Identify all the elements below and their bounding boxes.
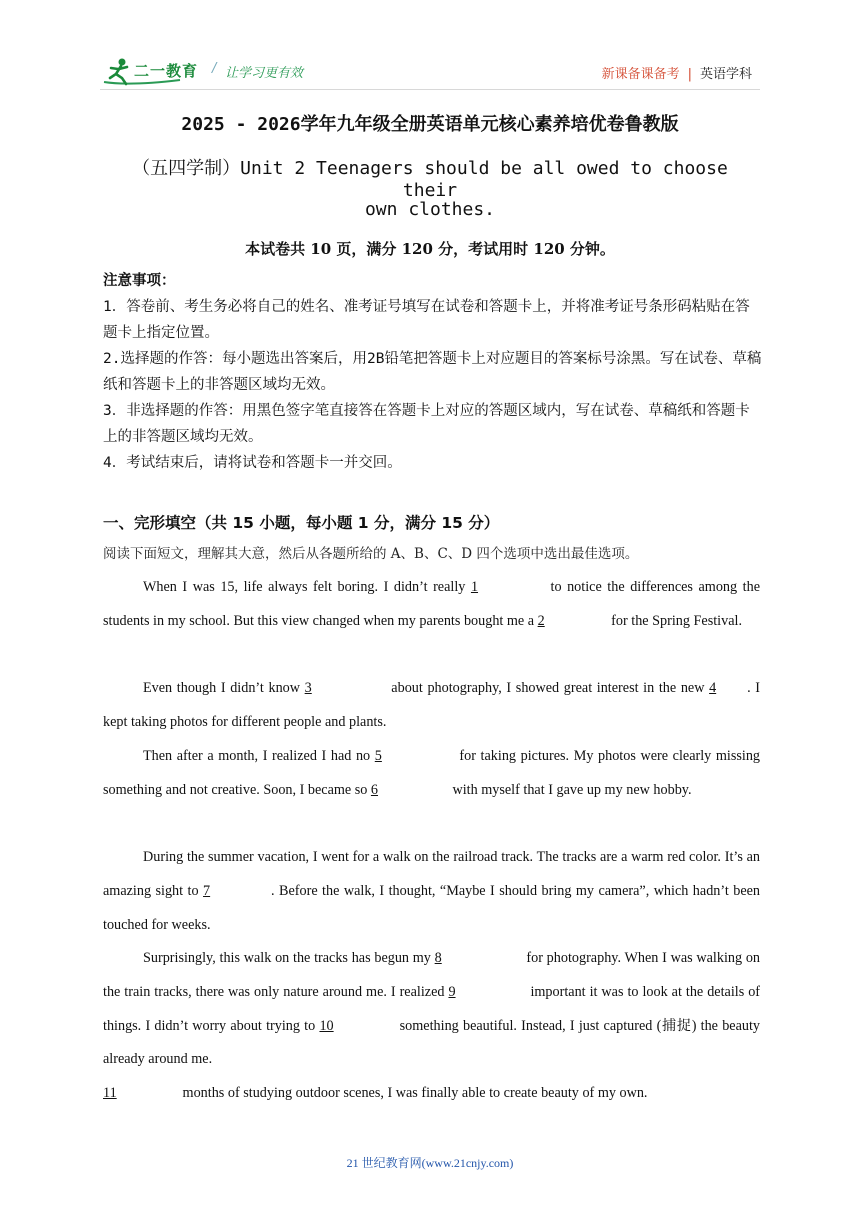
- notice-item: 1．答卷前、考生务必将自己的姓名、准考证号填写在试卷和答题卡上，并将准考证号条形码粘贴在答题卡上指定位置。: [103, 299, 750, 341]
- exam-info: 本试卷共 10 页，满分 120 分，考试用时 120 分钟。: [245, 240, 615, 258]
- section-title: 一、完形填空（共 15 小题，每小题 1 分，满分 15 分）: [103, 514, 500, 532]
- blank-4: 4: [709, 680, 717, 696]
- notice-list: [103, 294, 763, 476]
- logo-text: 二一教育: [134, 62, 199, 80]
- blank-11: 11: [103, 1085, 117, 1101]
- header-subject-name: 英语学科: [699, 67, 752, 82]
- blank-6: 6: [370, 781, 379, 798]
- header-category: 新课备课备考: [601, 67, 680, 82]
- exam-title-line-1: 2025 - 2026学年九年级全册英语单元核心素养培优卷鲁教版: [181, 114, 679, 135]
- notice-title: 注意事项：: [103, 273, 176, 289]
- passage-paragraph: Then after a month, I realized I had no 5 for taking pictures. My photos were clearly missing something and not creative. Soon, I became so 6 with myself that I gave up my new hobby.: [103, 740, 760, 808]
- header-separator: |: [687, 67, 692, 82]
- notice-item: 4．考试结束后，请将试卷和答题卡一并交回。: [103, 455, 402, 471]
- blank-8: 8: [434, 950, 442, 966]
- page-footer: 21 世纪教育网(www.21cnjy.com): [346, 1156, 514, 1170]
- passage-paragraph: During the summer vacation, I went for a walk on the railroad track. The tracks are a warm red color. It’s an amazing sight to 7 . Before the walk, I thought, “Maybe I should bring my camera”, which hadn’t been touched for weeks.: [103, 849, 761, 933]
- passage-paragraph: Surprisingly, this walk on the tracks has begun my 8 for photography. When I was walking on the train tracks, there was only nature around me. I realized 9 important it was to look at the details of things. I didn’t worry about trying to 10 something beautiful. Instead, I just captured (捕捉) the beauty already around me.: [103, 942, 760, 1077]
- blank-10: 10: [319, 1017, 334, 1034]
- passage-paragraph: When I was 15, life always felt boring. I didn’t really 1 to notice the differences among the students in my school. But this view changed when my parents bought me a 2 for the Spring Festival.: [103, 571, 760, 639]
- notice-item: 3．非选择题的作答：用黑色签字笔直接答在答题卡上对应的答题区域内，写在试卷、草稿纸和答题卡上的非答题区域均无效。: [103, 403, 750, 445]
- blank-7: 7: [203, 882, 211, 899]
- section-instruction: 阅读下面短文，理解其大意，然后从各题所给的 A、B、C、D 四个选项中选出最佳选项。: [103, 546, 639, 562]
- page-header: [100, 54, 760, 88]
- exam-title-line-3: own clothes.: [364, 199, 496, 220]
- blank-9: 9: [448, 983, 456, 1000]
- blank-2: 2: [537, 612, 545, 629]
- blank-3: 3: [304, 680, 312, 696]
- notice-item: 2.选择题的作答：每小题选出答案后，用2B铅笔把答题卡上对应题目的答案标号涂黑。写在试卷、草稿纸和答题卡上的非答题区域均无效。: [103, 351, 762, 393]
- header-divider: /: [212, 61, 217, 76]
- passage-paragraph: Even though I didn’t know 3 about photography, I showed great interest in the new 4 . I kept taking photos for different people and plants.: [103, 672, 760, 740]
- blank-1: 1: [470, 579, 479, 595]
- header-subject: [602, 63, 752, 82]
- blank-5: 5: [374, 748, 382, 764]
- passage-paragraph: 11 months of studying outdoor scenes, I was finally able to create beauty of my own.: [103, 1077, 760, 1111]
- header-rule: [100, 89, 760, 90]
- exam-title-line-2: （五四学制）Unit 2 Teenagers should be all owed to choose their: [132, 158, 728, 201]
- header-slogan: 让学习更有效: [225, 66, 304, 81]
